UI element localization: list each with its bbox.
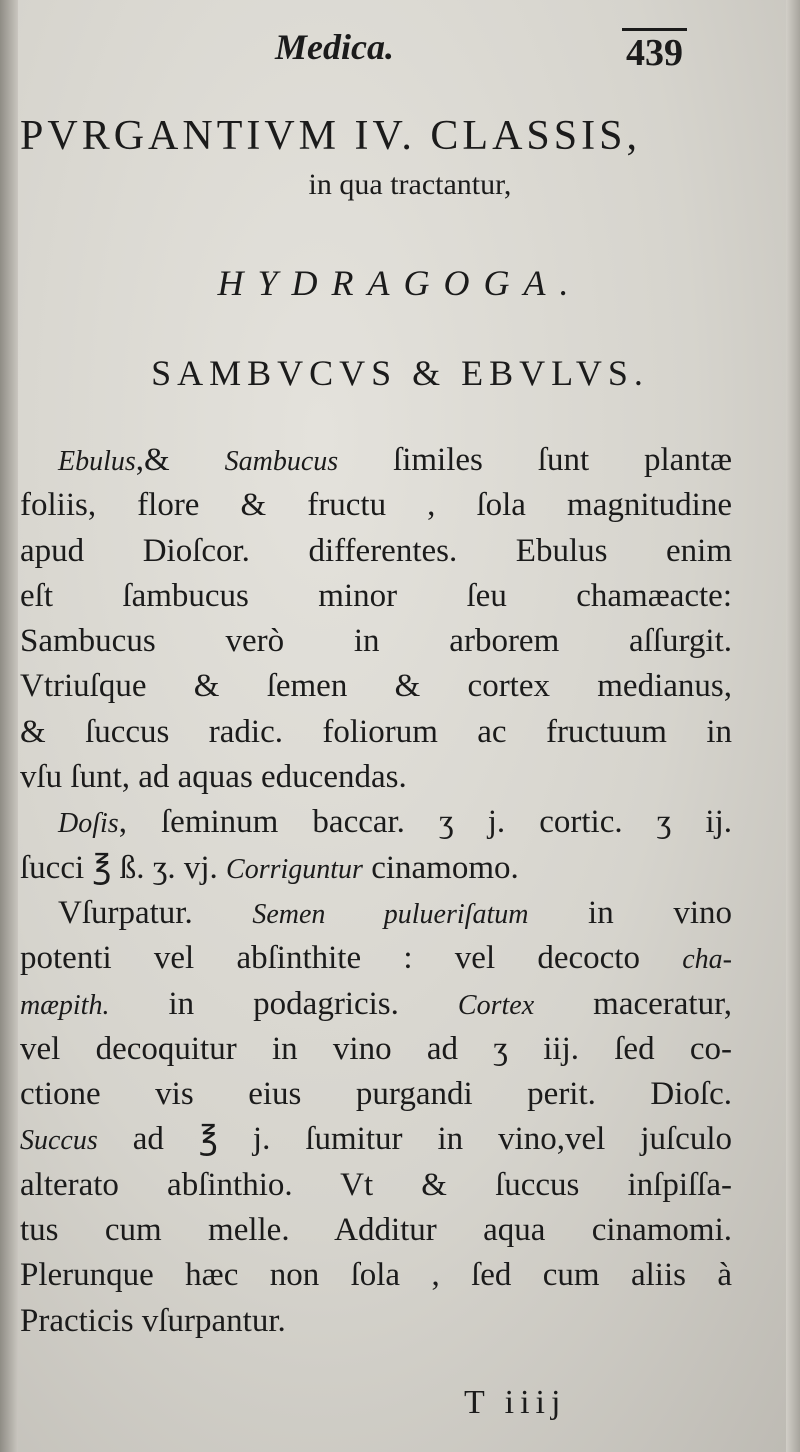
text-line <box>20 982 732 1027</box>
text-run: in vino <box>528 894 732 931</box>
section-title: HYDRAGOGA. <box>217 263 583 303</box>
page-number: 439 <box>622 28 687 75</box>
italic-term: Succus <box>20 1125 98 1157</box>
page-edge-shadow <box>786 0 800 1452</box>
plant-heading: SAMBVCVS & EBVLVS. <box>151 353 649 393</box>
text-line: vel decoquitur in vino ad ʒ iij. ſed co- <box>20 1030 732 1067</box>
running-head <box>0 22 800 82</box>
text-line: apud Dioſcor. differentes. Ebulus enim <box>20 532 732 569</box>
italic-term: Sambucus <box>224 446 339 477</box>
text-line: & ſuccus radic. foliorum ac fructuum in <box>20 713 732 750</box>
italic-term: Doſis <box>58 808 119 840</box>
text-line: Practicis vſurpantur. <box>20 1302 286 1339</box>
text-run: ,& <box>135 442 225 478</box>
text-run: , ſeminum baccar. ʒ j. cortic. ʒ ij. <box>118 804 732 841</box>
text-line: foliis, flore & fructu , ſola magnitudine <box>20 487 732 524</box>
class-subheading: in qua tractantur, <box>308 168 512 201</box>
text-line: tus cum melle. Additur aqua cinamomi. <box>20 1212 732 1249</box>
text-line: Sambucus verò in arborem aſſurgit. <box>20 623 732 660</box>
running-title: Medica. <box>275 27 394 67</box>
text-line: vſu ſunt, ad aquas educendas. <box>20 759 407 796</box>
text-run: cinamomo. <box>362 849 519 886</box>
italic-term: Cortex <box>457 989 535 1021</box>
text-line: ctione vis eius purgandi perit. Dioſc. <box>20 1076 732 1113</box>
text-run: potenti vel abſinthite : vel decocto <box>20 940 683 977</box>
text-line <box>20 1117 732 1162</box>
text-run: in podagricis. <box>109 985 458 1022</box>
text-line: Vtriuſque & ſemen & cortex medianus, <box>20 668 732 705</box>
text-line: Plerunque hæc non ſola , ſed cum aliis à <box>20 1257 732 1294</box>
text-run: maceratur, <box>534 985 732 1022</box>
signature-mark: T iiij <box>464 1384 567 1421</box>
italic-term: mæpith. <box>20 989 110 1021</box>
text-line <box>20 846 732 891</box>
text-line <box>20 891 732 936</box>
page-gutter-shadow <box>0 0 18 1452</box>
class-heading: PVRGANTIVM IV. CLASSIS, <box>20 113 641 159</box>
text-line: alterato abſinthio. Vt & ſuccus inſpiſſa- <box>20 1166 732 1203</box>
text-line: eſt ſambucus minor ſeu chamæacte: <box>20 577 732 614</box>
italic-term: Ebulus <box>58 446 136 477</box>
text-line <box>20 936 732 981</box>
text-run: Vſurpatur. <box>58 894 253 931</box>
text-run: ad ℥ j. ſumitur in vino,vel juſculo <box>97 1121 732 1158</box>
text-line <box>20 438 732 483</box>
text-run: ſimiles ſunt plantæ <box>338 442 733 478</box>
text-run: ſucci ℥ ß. ʒ. vj. <box>20 849 227 886</box>
italic-term: Corriguntur <box>226 853 363 885</box>
text-line <box>20 800 732 845</box>
italic-term: Semen pulueriſatum <box>252 898 529 930</box>
body-text <box>20 438 732 1344</box>
italic-term: cha- <box>682 944 732 976</box>
